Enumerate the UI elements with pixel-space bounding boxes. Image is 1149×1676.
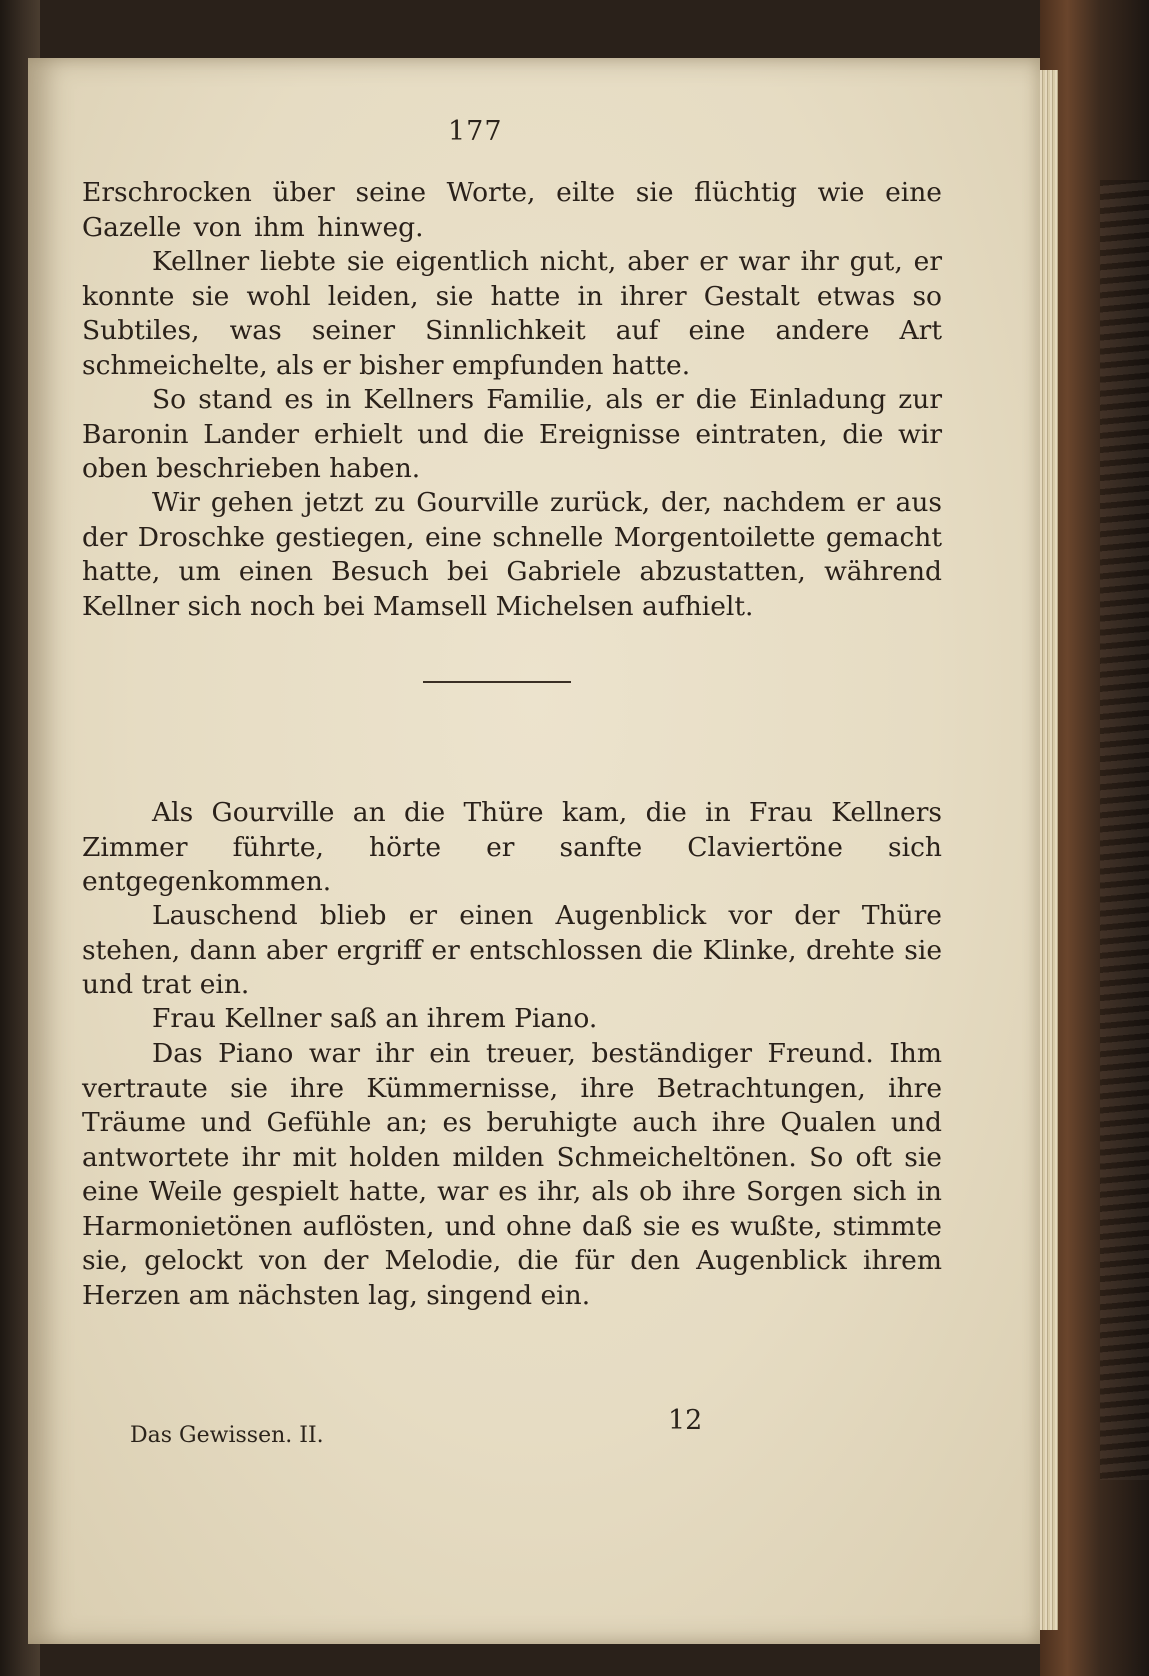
paragraph: Wir gehen jetzt zu Gourville zurück, der, nachdem er aus der Droschke gestiegen, eine schnelle Morgentoilette gemacht hatte, um einen Besuch bei Gabriele abzustatten, während Kellner sich noch bei Mamsell Michelsen aufhielt.: [82, 487, 942, 622]
paragraph: Lauschend blieb er einen Augenblick vor der Thüre stehen, dann aber ergriff er entschlossen die Klinke, drehte sie und trat ein.: [82, 900, 942, 1000]
paragraph: Frau Kellner saß an ihrem Piano.: [152, 1003, 598, 1034]
footer-book-title: Das Gewissen. II.: [130, 1423, 324, 1448]
paragraph: Kellner liebte sie eigentlich nicht, aber er war ihr gut, er konnte sie wohl leiden, sie hatte in ihrer Gestalt etwas so Subtiles, was seiner Sinnlichkeit auf eine andere Art schmeichelte, als er bisher empfunden hatte.: [82, 246, 942, 381]
book-page: [28, 58, 1040, 1644]
paragraph: Erschrocken über seine Worte, eilte sie flüchtig wie eine Gazelle von ihm hinweg.: [82, 177, 942, 243]
signature-mark: 12: [668, 1405, 703, 1436]
section-separator: [423, 681, 571, 683]
paragraph: Als Gourville an die Thüre kam, die in Frau Kellners Zimmer führte, hörte er sanfte Claviertöne sich entgegenkommen.: [82, 797, 942, 897]
paragraph: Das Piano war ihr ein treuer, beständiger Freund. Ihm vertraute sie ihre Kümmernisse, ihre Betrachtungen, ihre Träume und Gefühle an; es beruhigte auch ihre Qualen und antwortete ihr mit holden milden Schmeicheltönen. So oft sie eine Weile gespielt hatte, war es ihr, als ob ihre Sorgen sich in Harmonietönen auflösten, und ohne daß sie es wußte, stimmte sie, gelockt von der Melodie, die für den Augenblick ihrem Herzen am nächsten lag, singend ein.: [82, 1038, 942, 1311]
page-number: 177: [448, 116, 503, 147]
paragraph: So stand es in Kellners Familie, als er die Einladung zur Baronin Lander erhielt und die Ereignisse eintraten, die wir oben beschrieben haben.: [82, 384, 942, 484]
